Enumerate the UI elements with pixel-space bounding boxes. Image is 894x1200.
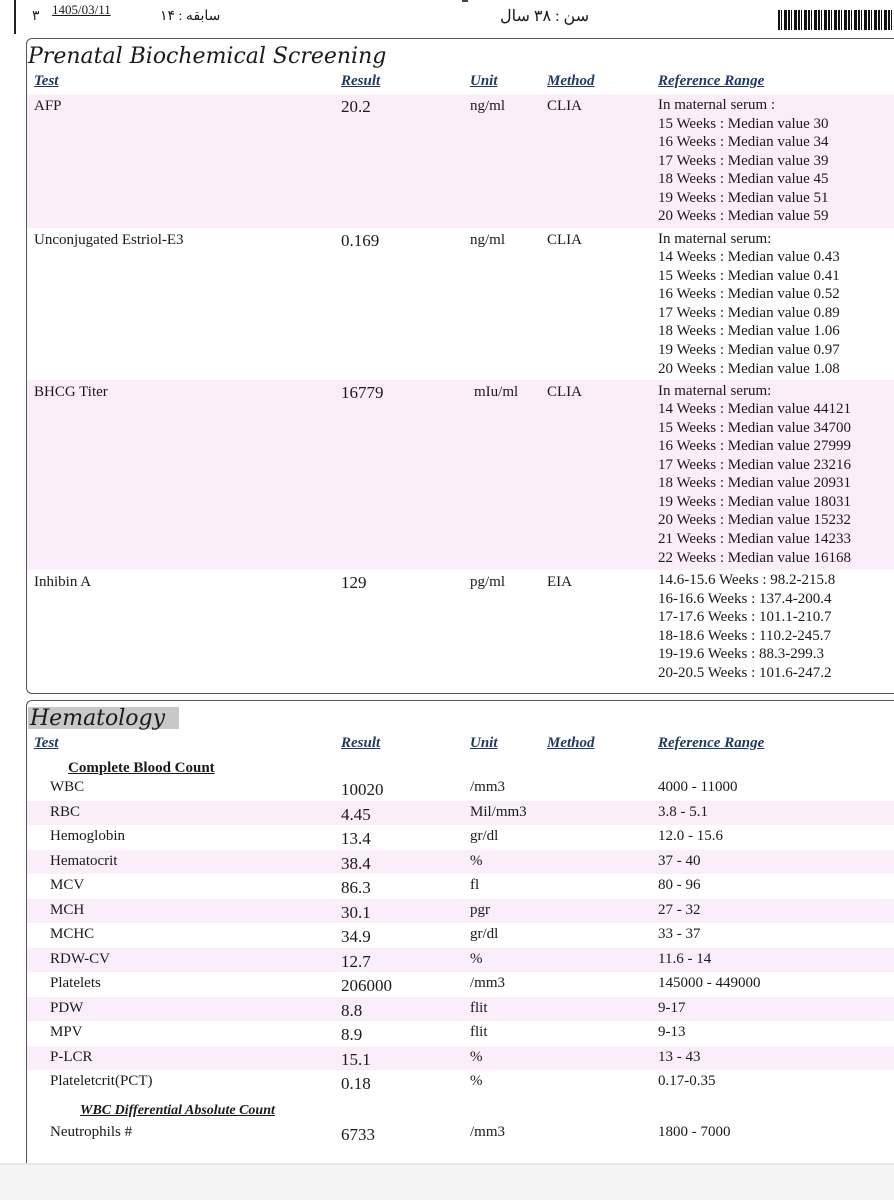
reference-line: In maternal serum : [658, 97, 776, 113]
col-header-result: Result [341, 73, 381, 89]
cbc-unit: gr/dl [470, 828, 499, 844]
test-unit: ng/ml [470, 98, 506, 114]
test-method: CLIA [547, 384, 582, 400]
reference-line: 15 Weeks : Median value 0.41 [658, 268, 840, 284]
cbc-reference: 9-13 [658, 1024, 686, 1040]
barcode [778, 10, 894, 30]
test-name: Inhibin A [34, 574, 92, 590]
test-method: CLIA [547, 98, 582, 114]
cbc-reference: 12.0 - 15.6 [658, 828, 723, 844]
cbc-reference: 9-17 [658, 999, 686, 1016]
cbc-unit: % [470, 852, 483, 869]
row-band [27, 850, 894, 874]
diff-unit: /mm3 [470, 1124, 506, 1140]
section-title-prenatal: Prenatal Biochemical Screening [28, 44, 387, 69]
reference-line: 20-20.5 Weeks : 101.6-247.2 [658, 665, 832, 681]
reference-line: 20 Weeks : Median value 59 [658, 208, 829, 224]
cbc-unit: flit [470, 999, 488, 1016]
reference-line: 17-17.6 Weeks : 101.1-210.7 [658, 609, 832, 625]
reference-line: 15 Weeks : Median value 34700 [658, 420, 852, 436]
cbc-result: 206000 [341, 976, 392, 995]
cbc-result: 38.4 [341, 853, 371, 873]
reference-line: 22 Weeks : Median value 16168 [658, 550, 852, 566]
report-header [0, 0, 894, 36]
cbc-test-name: MCV [50, 877, 85, 893]
test-result: 20.2 [341, 97, 371, 116]
test-name: Unconjugated Estriol-E3 [34, 232, 184, 248]
test-name: BHCG Titer [34, 384, 108, 400]
cbc-test-name: Hemoglobin [50, 828, 125, 844]
test-result: 16779 [341, 383, 384, 402]
wbc-diff-subtitle: WBC Differential Absolute Count [80, 1103, 275, 1118]
cbc-test-name: P-LCR [50, 1048, 93, 1065]
cbc-result: 0.18 [341, 1074, 371, 1093]
test-unit: pg/ml [470, 574, 506, 590]
cbc-unit: gr/dl [470, 926, 499, 942]
cbc-reference: 13 - 43 [658, 1048, 701, 1065]
test-unit: ng/ml [470, 232, 506, 248]
test-result: 129 [341, 573, 367, 592]
footer-area [0, 1165, 894, 1200]
reference-line: 16 Weeks : Median value 34 [658, 134, 829, 150]
row-band [27, 997, 894, 1021]
reference-line: 21 Weeks : Median value 14233 [658, 531, 852, 547]
page-number: ۳ [32, 9, 40, 24]
report-date: 1405/03/11 [52, 2, 111, 17]
test-result: 0.169 [341, 231, 380, 250]
cbc-test-name: MCH [50, 901, 85, 918]
test-method: CLIA [547, 232, 582, 248]
col-header-method: Method [547, 73, 595, 89]
reference-line: 18 Weeks : Median value 20931 [658, 475, 852, 491]
reference-line: 18 Weeks : Median value 45 [658, 171, 829, 187]
cbc-result: 10020 [341, 780, 384, 799]
col-header-test: Test [34, 735, 59, 751]
cbc-unit: pgr [470, 901, 490, 918]
cbc-test-name: WBC [50, 779, 85, 795]
cbc-reference: 11.6 - 14 [658, 950, 712, 967]
test-unit: mIu/ml [474, 384, 519, 400]
reference-line: 19-19.6 Weeks : 88.3-299.3 [658, 646, 824, 662]
cbc-test-name: MPV [50, 1024, 83, 1040]
cbc-unit: fl [470, 877, 480, 893]
cbc-reference: 33 - 37 [658, 926, 701, 942]
cbc-result: 15.1 [341, 1049, 371, 1069]
cbc-unit: Mil/mm3 [470, 803, 527, 820]
cbc-unit: flit [470, 1024, 488, 1040]
cbc-unit: % [470, 950, 483, 967]
row-band [27, 948, 894, 972]
diff-result: 6733 [341, 1125, 375, 1144]
col-header-unit: Unit [470, 73, 498, 89]
reference-line: 17 Weeks : Median value 39 [658, 153, 829, 169]
diff-reference: 1800 - 7000 [658, 1124, 731, 1140]
cbc-reference: 4000 - 11000 [658, 779, 738, 795]
reference-line: In maternal serum: [658, 383, 772, 399]
history-label: سابقه : ۱۴ [160, 9, 221, 24]
cbc-test-name: PDW [50, 999, 84, 1016]
cbc-unit: % [470, 1048, 483, 1065]
cbc-reference: 80 - 96 [658, 877, 701, 893]
reference-line: 20 Weeks : Median value 1.08 [658, 361, 840, 377]
cbc-result: 34.9 [341, 927, 371, 946]
header-tick [462, 0, 468, 2]
reference-line: 16 Weeks : Median value 0.52 [658, 286, 840, 302]
reference-line: 14 Weeks : Median value 44121 [658, 401, 852, 417]
reference-line: In maternal serum: [658, 231, 772, 247]
col-header-reference: Reference Range [658, 73, 765, 89]
col-header-reference: Reference Range [658, 735, 765, 751]
reference-line: 14.6-15.6 Weeks : 98.2-215.8 [658, 572, 836, 588]
header-border [14, 0, 16, 34]
cbc-test-name: RBC [50, 803, 81, 820]
cbc-result: 13.4 [341, 829, 371, 848]
cbc-result: 4.45 [341, 804, 371, 824]
reference-line: 17 Weeks : Median value 0.89 [658, 305, 840, 321]
cbc-result: 30.1 [341, 902, 371, 922]
patient-age: سن : ۳۸ سال [500, 8, 590, 25]
reference-line: 15 Weeks : Median value 30 [658, 116, 829, 132]
reference-line: 20 Weeks : Median value 15232 [658, 512, 852, 528]
cbc-result: 8.8 [341, 1000, 363, 1020]
reference-line: 18 Weeks : Median value 1.06 [658, 323, 840, 339]
cbc-test-name: Hematocrit [50, 852, 118, 869]
col-header-unit: Unit [470, 735, 498, 751]
reference-line: 16-16.6 Weeks : 137.4-200.4 [658, 591, 832, 607]
reference-line: 19 Weeks : Median value 51 [658, 190, 829, 206]
row-band [27, 1046, 894, 1070]
cbc-reference: 27 - 32 [658, 901, 701, 918]
cbc-reference: 37 - 40 [658, 852, 701, 869]
reference-line: 19 Weeks : Median value 0.97 [658, 342, 840, 358]
cbc-unit: /mm3 [470, 975, 506, 991]
test-name: AFP [34, 98, 62, 114]
cbc-result: 86.3 [341, 878, 371, 897]
cbc-subtitle: Complete Blood Count [68, 760, 215, 776]
reference-line: 18-18.6 Weeks : 110.2-245.7 [658, 628, 831, 644]
cbc-unit: % [470, 1073, 483, 1089]
cbc-result: 12.7 [341, 951, 371, 971]
reference-line: 16 Weeks : Median value 27999 [658, 438, 852, 454]
cbc-reference: 3.8 - 5.1 [658, 803, 708, 820]
test-method: EIA [547, 574, 572, 590]
reference-line: 14 Weeks : Median value 0.43 [658, 249, 840, 265]
row-band [27, 899, 894, 923]
cbc-result: 8.9 [341, 1025, 363, 1044]
cbc-reference: 0.17-0.35 [658, 1073, 716, 1089]
col-header-result: Result [341, 735, 381, 751]
cbc-test-name: MCHC [50, 926, 95, 942]
section-title-hematology: Hematology [28, 707, 179, 729]
cbc-reference: 145000 - 449000 [658, 975, 761, 991]
col-header-test: Test [34, 73, 59, 89]
diff-test-name: Neutrophils # [50, 1124, 133, 1140]
row-band [27, 801, 894, 825]
col-header-method: Method [547, 735, 595, 751]
reference-line: 17 Weeks : Median value 23216 [658, 457, 852, 473]
cbc-test-name: Platelets [50, 975, 101, 991]
cbc-test-name: RDW-CV [50, 950, 110, 967]
cbc-test-name: Plateletcrit(PCT) [50, 1073, 153, 1089]
cbc-unit: /mm3 [470, 779, 506, 795]
reference-line: 19 Weeks : Median value 18031 [658, 494, 852, 510]
